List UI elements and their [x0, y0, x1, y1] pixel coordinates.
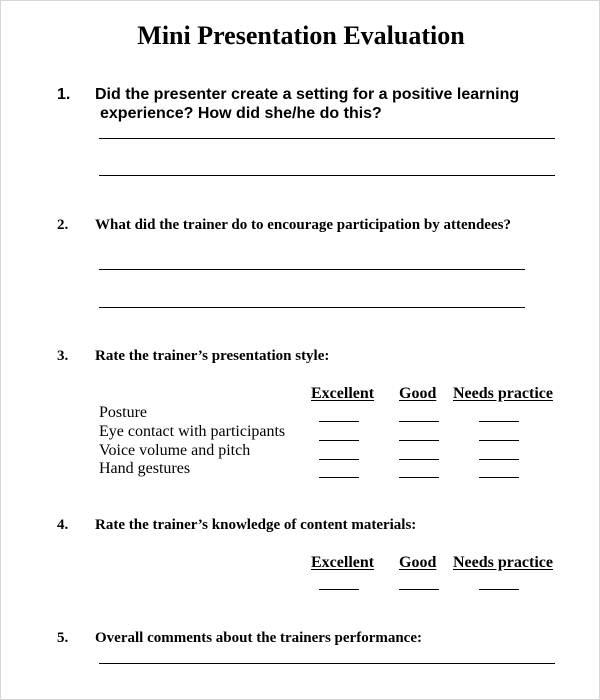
- question-2-number: 2.: [57, 217, 69, 233]
- q3-column-excellent: Excellent: [311, 385, 375, 402]
- question-5-text: Overall comments about the trainers performance:: [95, 630, 422, 646]
- question-4-number: 4.: [57, 517, 69, 533]
- question-5-answer-line-1[interactable]: [99, 663, 555, 664]
- voice-excellent-blank[interactable]: [319, 459, 359, 460]
- question-1-text: [95, 85, 519, 123]
- question-1-line-1: Did the presenter create a setting for a positive learning: [95, 86, 520, 103]
- posture-needs-practice-blank[interactable]: [479, 421, 519, 422]
- q4-column-excellent: Excellent: [311, 554, 375, 571]
- question-2-text: What did the trainer do to encourage participation by attendees?: [95, 217, 511, 233]
- eye-contact-good-blank[interactable]: [399, 440, 439, 441]
- criterion-eye-contact: Eye contact with participants: [99, 423, 286, 440]
- knowledge-needs-practice-blank[interactable]: [479, 589, 519, 590]
- question-1-number: 1.: [57, 86, 71, 103]
- question-3-text: Rate the trainer’s presentation style:: [95, 348, 330, 364]
- voice-needs-practice-blank[interactable]: [479, 459, 519, 460]
- q4-column-needs-practice: Needs practice: [453, 554, 553, 571]
- question-5-number: 5.: [57, 630, 69, 646]
- hand-gestures-good-blank[interactable]: [399, 477, 439, 478]
- q3-column-needs-practice: Needs practice: [453, 385, 553, 402]
- form-title: Mini Presentation Evaluation: [137, 21, 465, 50]
- q3-column-good: Good: [399, 385, 437, 402]
- question-2-answer-line-2[interactable]: [99, 307, 525, 308]
- hand-gestures-excellent-blank[interactable]: [319, 477, 359, 478]
- criterion-hand-gestures: Hand gestures: [99, 460, 191, 477]
- q4-column-good: Good: [399, 554, 437, 571]
- knowledge-excellent-blank[interactable]: [319, 589, 359, 590]
- eye-contact-excellent-blank[interactable]: [319, 440, 359, 441]
- knowledge-good-blank[interactable]: [399, 589, 439, 590]
- question-4-text: Rate the trainer’s knowledge of content materials:: [95, 517, 417, 533]
- posture-excellent-blank[interactable]: [319, 421, 359, 422]
- question-2-answer-line-1[interactable]: [99, 269, 525, 270]
- question-3-number: 3.: [57, 348, 69, 364]
- voice-good-blank[interactable]: [399, 459, 439, 460]
- question-1-line-2: experience? How did she/he do this?: [100, 105, 382, 122]
- question-1-answer-line-2[interactable]: [99, 175, 555, 176]
- question-1-answer-line-1[interactable]: [99, 138, 555, 139]
- posture-good-blank[interactable]: [399, 421, 439, 422]
- eye-contact-needs-practice-blank[interactable]: [479, 440, 519, 441]
- criterion-voice: Voice volume and pitch: [99, 442, 251, 459]
- hand-gestures-needs-practice-blank[interactable]: [479, 477, 519, 478]
- criterion-posture: Posture: [99, 404, 147, 421]
